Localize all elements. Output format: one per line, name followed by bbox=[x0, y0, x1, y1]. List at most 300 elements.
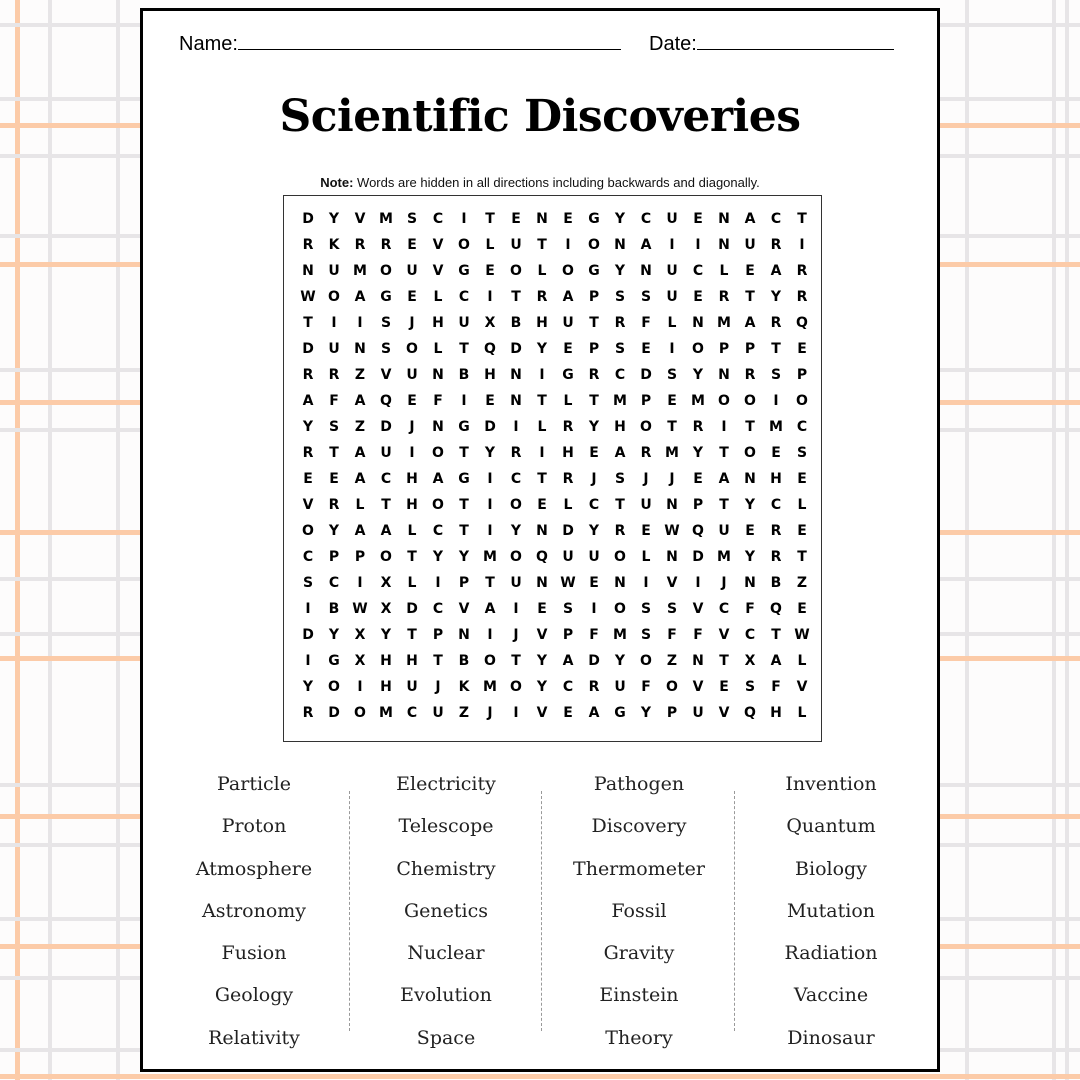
grid-letter[interactable]: A bbox=[614, 445, 626, 461]
grid-letter[interactable]: Y bbox=[588, 419, 600, 435]
grid-letter[interactable]: O bbox=[328, 679, 340, 695]
grid-letter[interactable]: S bbox=[562, 601, 574, 617]
grid-letter[interactable]: U bbox=[328, 341, 340, 357]
grid-letter[interactable]: V bbox=[536, 705, 548, 721]
grid-letter[interactable]: U bbox=[406, 679, 418, 695]
grid-letter[interactable]: A bbox=[562, 653, 574, 669]
grid-letter[interactable]: E bbox=[511, 211, 521, 227]
grid-letter[interactable]: E bbox=[693, 289, 703, 305]
grid-letter[interactable]: D bbox=[562, 523, 574, 539]
grid-letter[interactable]: H bbox=[380, 679, 392, 695]
grid-letter[interactable]: J bbox=[721, 575, 727, 591]
grid-letter[interactable]: B bbox=[328, 601, 340, 617]
grid-letter[interactable]: F bbox=[641, 679, 651, 695]
grid-letter[interactable]: V bbox=[796, 679, 808, 695]
grid-letter[interactable]: L bbox=[433, 341, 443, 357]
grid-letter[interactable]: I bbox=[669, 341, 675, 357]
grid-letter[interactable]: D bbox=[640, 367, 652, 383]
grid-letter[interactable]: M bbox=[613, 393, 627, 409]
grid-letter[interactable]: L bbox=[537, 419, 547, 435]
grid-letter[interactable]: F bbox=[693, 627, 703, 643]
grid-letter[interactable]: D bbox=[510, 341, 522, 357]
grid-letter[interactable]: R bbox=[302, 705, 314, 721]
grid-letter[interactable]: E bbox=[485, 393, 495, 409]
grid-letter[interactable]: O bbox=[640, 653, 652, 669]
grid-letter[interactable]: H bbox=[406, 653, 418, 669]
grid-letter[interactable]: O bbox=[588, 237, 600, 253]
grid-letter[interactable]: L bbox=[433, 289, 443, 305]
grid-letter[interactable]: L bbox=[407, 523, 417, 539]
grid-letter[interactable]: T bbox=[485, 211, 495, 227]
grid-letter[interactable]: E bbox=[797, 523, 807, 539]
grid-letter[interactable]: A bbox=[770, 653, 782, 669]
grid-letter[interactable]: W bbox=[560, 575, 576, 591]
grid-letter[interactable]: E bbox=[745, 523, 755, 539]
grid-letter[interactable]: O bbox=[484, 653, 496, 669]
grid-letter[interactable]: O bbox=[380, 263, 392, 279]
grid-letter[interactable]: H bbox=[770, 705, 782, 721]
grid-letter[interactable]: R bbox=[354, 237, 366, 253]
grid-letter[interactable]: G bbox=[458, 419, 470, 435]
grid-letter[interactable]: X bbox=[354, 653, 366, 669]
grid-letter[interactable]: I bbox=[461, 211, 467, 227]
grid-letter[interactable]: I bbox=[721, 419, 727, 435]
grid-letter[interactable]: S bbox=[640, 601, 652, 617]
grid-letter[interactable]: N bbox=[432, 419, 444, 435]
grid-letter[interactable]: P bbox=[692, 497, 704, 513]
grid-letter[interactable]: N bbox=[718, 237, 730, 253]
grid-letter[interactable]: G bbox=[588, 211, 600, 227]
grid-letter[interactable]: I bbox=[695, 575, 701, 591]
grid-letter[interactable]: I bbox=[487, 289, 493, 305]
grid-letter[interactable]: R bbox=[614, 523, 626, 539]
grid-letter[interactable]: T bbox=[511, 653, 521, 669]
grid-letter[interactable]: S bbox=[614, 471, 626, 487]
grid-letter[interactable]: I bbox=[513, 419, 519, 435]
grid-letter[interactable]: I bbox=[773, 393, 779, 409]
grid-letter[interactable]: R bbox=[562, 419, 574, 435]
grid-letter[interactable]: L bbox=[719, 263, 729, 279]
grid-letter[interactable]: N bbox=[458, 627, 470, 643]
grid-letter[interactable]: D bbox=[406, 601, 418, 617]
grid-letter[interactable]: I bbox=[461, 393, 467, 409]
grid-letter[interactable]: I bbox=[669, 237, 675, 253]
grid-letter[interactable]: F bbox=[745, 601, 755, 617]
grid-letter[interactable]: N bbox=[354, 341, 366, 357]
grid-letter[interactable]: P bbox=[640, 393, 652, 409]
grid-letter[interactable]: F bbox=[667, 627, 677, 643]
grid-letter[interactable]: Y bbox=[744, 497, 756, 513]
grid-letter[interactable]: V bbox=[536, 627, 548, 643]
grid-letter[interactable]: U bbox=[328, 263, 340, 279]
grid-letter[interactable]: M bbox=[379, 705, 393, 721]
grid-letter[interactable]: L bbox=[797, 705, 807, 721]
grid-letter[interactable]: U bbox=[510, 237, 522, 253]
grid-letter[interactable]: Y bbox=[458, 549, 470, 565]
grid-letter[interactable]: C bbox=[718, 601, 730, 617]
grid-letter[interactable]: R bbox=[640, 445, 652, 461]
grid-letter[interactable]: P bbox=[432, 627, 444, 643]
grid-letter[interactable]: D bbox=[302, 627, 314, 643]
grid-letter[interactable]: Q bbox=[770, 601, 782, 617]
grid-letter[interactable]: I bbox=[695, 237, 701, 253]
grid-letter[interactable]: E bbox=[563, 211, 573, 227]
grid-letter[interactable]: H bbox=[432, 315, 444, 331]
grid-letter[interactable]: C bbox=[614, 367, 626, 383]
grid-letter[interactable]: C bbox=[588, 497, 600, 513]
grid-letter[interactable]: S bbox=[406, 211, 418, 227]
grid-letter[interactable]: O bbox=[380, 549, 392, 565]
grid-letter[interactable]: C bbox=[302, 549, 314, 565]
grid-letter[interactable]: U bbox=[640, 497, 652, 513]
grid-letter[interactable]: Z bbox=[354, 419, 366, 435]
grid-letter[interactable]: R bbox=[588, 367, 600, 383]
grid-letter[interactable]: O bbox=[562, 263, 574, 279]
grid-letter[interactable]: Z bbox=[796, 575, 808, 591]
grid-letter[interactable]: C bbox=[796, 419, 808, 435]
grid-letter[interactable]: A bbox=[484, 601, 496, 617]
grid-letter[interactable]: T bbox=[771, 627, 781, 643]
grid-letter[interactable]: I bbox=[357, 679, 363, 695]
grid-letter[interactable]: X bbox=[380, 575, 392, 591]
grid-letter[interactable]: O bbox=[302, 523, 314, 539]
grid-letter[interactable]: U bbox=[588, 549, 600, 565]
grid-letter[interactable]: C bbox=[432, 523, 444, 539]
grid-letter[interactable]: E bbox=[745, 263, 755, 279]
grid-letter[interactable]: T bbox=[797, 211, 807, 227]
grid-letter[interactable]: Y bbox=[536, 341, 548, 357]
grid-letter[interactable]: J bbox=[409, 419, 415, 435]
grid-letter[interactable]: B bbox=[458, 367, 470, 383]
grid-letter[interactable]: J bbox=[591, 471, 597, 487]
grid-letter[interactable]: Q bbox=[692, 523, 704, 539]
grid-letter[interactable]: D bbox=[302, 341, 314, 357]
name-blank-line[interactable] bbox=[238, 31, 621, 50]
grid-letter[interactable]: T bbox=[589, 315, 599, 331]
grid-letter[interactable]: O bbox=[692, 341, 704, 357]
grid-letter[interactable]: T bbox=[719, 497, 729, 513]
grid-letter[interactable]: E bbox=[771, 445, 781, 461]
grid-letter[interactable]: C bbox=[692, 263, 704, 279]
grid-letter[interactable]: X bbox=[354, 627, 366, 643]
grid-letter[interactable]: Y bbox=[770, 289, 782, 305]
grid-letter[interactable]: W bbox=[794, 627, 810, 643]
grid-letter[interactable]: N bbox=[640, 263, 652, 279]
grid-letter[interactable]: V bbox=[718, 627, 730, 643]
grid-letter[interactable]: M bbox=[483, 679, 497, 695]
grid-letter[interactable]: V bbox=[432, 237, 444, 253]
grid-letter[interactable]: O bbox=[718, 393, 730, 409]
grid-letter[interactable]: U bbox=[562, 315, 574, 331]
grid-letter[interactable]: T bbox=[433, 653, 443, 669]
grid-letter[interactable]: N bbox=[614, 237, 626, 253]
grid-letter[interactable]: Y bbox=[302, 419, 314, 435]
grid-letter[interactable]: I bbox=[331, 315, 337, 331]
grid-letter[interactable]: J bbox=[643, 471, 649, 487]
grid-letter[interactable]: B bbox=[458, 653, 470, 669]
grid-letter[interactable]: V bbox=[458, 601, 470, 617]
grid-letter[interactable]: P bbox=[796, 367, 808, 383]
grid-letter[interactable]: G bbox=[458, 471, 470, 487]
grid-letter[interactable]: C bbox=[458, 289, 470, 305]
grid-letter[interactable]: B bbox=[510, 315, 522, 331]
grid-letter[interactable]: R bbox=[536, 289, 548, 305]
grid-letter[interactable]: Z bbox=[666, 653, 678, 669]
grid-letter[interactable]: O bbox=[510, 679, 522, 695]
grid-letter[interactable]: N bbox=[432, 367, 444, 383]
grid-letter[interactable]: G bbox=[380, 289, 392, 305]
grid-letter[interactable]: P bbox=[562, 627, 574, 643]
grid-letter[interactable]: N bbox=[666, 549, 678, 565]
grid-letter[interactable]: N bbox=[744, 575, 756, 591]
grid-letter[interactable]: O bbox=[328, 289, 340, 305]
grid-letter[interactable]: T bbox=[719, 653, 729, 669]
grid-letter[interactable]: T bbox=[459, 497, 469, 513]
grid-letter[interactable]: R bbox=[302, 367, 314, 383]
grid-letter[interactable]: H bbox=[406, 471, 418, 487]
grid-letter[interactable]: T bbox=[459, 341, 469, 357]
grid-letter[interactable]: E bbox=[693, 211, 703, 227]
grid-letter[interactable]: R bbox=[302, 237, 314, 253]
grid-letter[interactable]: Y bbox=[302, 679, 314, 695]
grid-letter[interactable]: T bbox=[589, 393, 599, 409]
grid-letter[interactable]: B bbox=[770, 575, 782, 591]
grid-letter[interactable]: A bbox=[302, 393, 314, 409]
grid-letter[interactable]: T bbox=[407, 549, 417, 565]
grid-letter[interactable]: M bbox=[717, 315, 731, 331]
grid-letter[interactable]: U bbox=[614, 679, 626, 695]
grid-letter[interactable]: N bbox=[666, 497, 678, 513]
grid-letter[interactable]: A bbox=[354, 289, 366, 305]
grid-letter[interactable]: P bbox=[666, 705, 678, 721]
grid-letter[interactable]: E bbox=[797, 601, 807, 617]
grid-letter[interactable]: U bbox=[458, 315, 470, 331]
grid-letter[interactable]: A bbox=[354, 393, 366, 409]
grid-letter[interactable]: I bbox=[539, 367, 545, 383]
grid-letter[interactable]: V bbox=[666, 575, 678, 591]
grid-letter[interactable]: E bbox=[667, 393, 677, 409]
grid-letter[interactable]: I bbox=[591, 601, 597, 617]
grid-letter[interactable]: T bbox=[329, 445, 339, 461]
grid-letter[interactable]: U bbox=[666, 211, 678, 227]
grid-letter[interactable]: S bbox=[614, 289, 626, 305]
grid-letter[interactable]: J bbox=[487, 705, 493, 721]
grid-letter[interactable]: Y bbox=[744, 549, 756, 565]
grid-letter[interactable]: K bbox=[458, 679, 470, 695]
grid-letter[interactable]: E bbox=[693, 471, 703, 487]
grid-letter[interactable]: N bbox=[744, 471, 756, 487]
grid-letter[interactable]: A bbox=[640, 237, 652, 253]
grid-letter[interactable]: E bbox=[563, 341, 573, 357]
grid-letter[interactable]: H bbox=[614, 419, 626, 435]
grid-letter[interactable]: C bbox=[432, 601, 444, 617]
grid-letter[interactable]: Y bbox=[614, 211, 626, 227]
grid-letter[interactable]: I bbox=[487, 627, 493, 643]
grid-letter[interactable]: S bbox=[380, 315, 392, 331]
grid-letter[interactable]: R bbox=[302, 445, 314, 461]
grid-letter[interactable]: N bbox=[510, 393, 522, 409]
grid-letter[interactable]: L bbox=[563, 393, 573, 409]
grid-letter[interactable]: H bbox=[380, 653, 392, 669]
date-field[interactable] bbox=[649, 31, 894, 56]
grid-letter[interactable]: T bbox=[537, 237, 547, 253]
grid-letter[interactable]: Y bbox=[380, 627, 392, 643]
grid-letter[interactable]: J bbox=[669, 471, 675, 487]
grid-letter[interactable]: I bbox=[305, 601, 311, 617]
grid-letter[interactable]: I bbox=[409, 445, 415, 461]
grid-letter[interactable]: U bbox=[406, 263, 418, 279]
grid-letter[interactable]: I bbox=[513, 601, 519, 617]
grid-letter[interactable]: L bbox=[641, 549, 651, 565]
grid-letter[interactable]: Y bbox=[692, 445, 704, 461]
grid-letter[interactable]: H bbox=[536, 315, 548, 331]
grid-letter[interactable]: Y bbox=[640, 705, 652, 721]
grid-letter[interactable]: R bbox=[770, 523, 782, 539]
grid-letter[interactable]: N bbox=[718, 211, 730, 227]
grid-letter[interactable]: U bbox=[510, 575, 522, 591]
grid-letter[interactable]: S bbox=[380, 341, 392, 357]
grid-letter[interactable]: S bbox=[640, 627, 652, 643]
grid-letter[interactable]: E bbox=[719, 679, 729, 695]
grid-letter[interactable]: L bbox=[355, 497, 365, 513]
grid-letter[interactable]: S bbox=[666, 367, 678, 383]
grid-letter[interactable]: S bbox=[302, 575, 314, 591]
grid-letter[interactable]: S bbox=[744, 679, 756, 695]
grid-letter[interactable]: C bbox=[380, 471, 392, 487]
grid-letter[interactable]: L bbox=[485, 237, 495, 253]
grid-letter[interactable]: C bbox=[770, 211, 782, 227]
grid-letter[interactable]: D bbox=[328, 705, 340, 721]
grid-letter[interactable]: A bbox=[744, 315, 756, 331]
grid-letter[interactable]: U bbox=[380, 445, 392, 461]
grid-letter[interactable]: S bbox=[796, 445, 808, 461]
grid-letter[interactable]: H bbox=[770, 471, 782, 487]
grid-letter[interactable]: I bbox=[487, 497, 493, 513]
grid-letter[interactable]: M bbox=[483, 549, 497, 565]
grid-letter[interactable]: L bbox=[407, 575, 417, 591]
grid-letter[interactable]: M bbox=[717, 549, 731, 565]
grid-letter[interactable]: H bbox=[562, 445, 574, 461]
grid-letter[interactable]: G bbox=[458, 263, 470, 279]
grid-letter[interactable]: I bbox=[565, 237, 571, 253]
grid-letter[interactable]: E bbox=[563, 705, 573, 721]
grid-letter[interactable]: X bbox=[380, 601, 392, 617]
grid-letter[interactable]: F bbox=[589, 627, 599, 643]
grid-letter[interactable]: P bbox=[458, 575, 470, 591]
grid-letter[interactable]: Y bbox=[614, 263, 626, 279]
grid-letter[interactable]: T bbox=[407, 627, 417, 643]
grid-letter[interactable]: A bbox=[354, 471, 366, 487]
grid-letter[interactable]: E bbox=[589, 445, 599, 461]
grid-letter[interactable]: E bbox=[537, 601, 547, 617]
grid-letter[interactable]: G bbox=[562, 367, 574, 383]
grid-letter[interactable]: I bbox=[513, 705, 519, 721]
grid-letter[interactable]: T bbox=[459, 523, 469, 539]
grid-letter[interactable]: Y bbox=[536, 653, 548, 669]
grid-letter[interactable]: O bbox=[458, 237, 470, 253]
grid-letter[interactable]: E bbox=[641, 341, 651, 357]
grid-letter[interactable]: O bbox=[744, 393, 756, 409]
grid-letter[interactable]: I bbox=[357, 315, 363, 331]
grid-letter[interactable]: V bbox=[302, 497, 314, 513]
grid-letter[interactable]: T bbox=[303, 315, 313, 331]
grid-letter[interactable]: X bbox=[744, 653, 756, 669]
grid-letter[interactable]: Y bbox=[432, 549, 444, 565]
grid-letter[interactable]: T bbox=[667, 419, 677, 435]
grid-letter[interactable]: N bbox=[536, 523, 548, 539]
grid-letter[interactable]: P bbox=[718, 341, 730, 357]
grid-letter[interactable]: O bbox=[406, 341, 418, 357]
grid-letter[interactable]: A bbox=[354, 445, 366, 461]
grid-letter[interactable]: E bbox=[485, 263, 495, 279]
grid-letter[interactable]: Y bbox=[510, 523, 522, 539]
grid-letter[interactable]: C bbox=[406, 705, 418, 721]
grid-letter[interactable]: V bbox=[380, 367, 392, 383]
grid-letter[interactable]: L bbox=[563, 497, 573, 513]
grid-letter[interactable]: K bbox=[328, 237, 340, 253]
grid-letter[interactable]: N bbox=[614, 575, 626, 591]
grid-letter[interactable]: T bbox=[537, 393, 547, 409]
grid-letter[interactable]: D bbox=[484, 419, 496, 435]
grid-letter[interactable]: E bbox=[641, 523, 651, 539]
grid-letter[interactable]: F bbox=[329, 393, 339, 409]
grid-letter[interactable]: Z bbox=[354, 367, 366, 383]
grid-letter[interactable]: S bbox=[640, 289, 652, 305]
grid-letter[interactable]: O bbox=[354, 705, 366, 721]
grid-letter[interactable]: L bbox=[797, 653, 807, 669]
grid-letter[interactable]: O bbox=[510, 549, 522, 565]
grid-letter[interactable]: N bbox=[302, 263, 314, 279]
grid-letter[interactable]: T bbox=[771, 341, 781, 357]
grid-letter[interactable]: R bbox=[614, 315, 626, 331]
grid-letter[interactable]: D bbox=[380, 419, 392, 435]
grid-letter[interactable]: H bbox=[484, 367, 496, 383]
grid-letter[interactable]: U bbox=[718, 523, 730, 539]
grid-letter[interactable]: C bbox=[640, 211, 652, 227]
grid-letter[interactable]: R bbox=[770, 237, 782, 253]
grid-letter[interactable]: M bbox=[769, 419, 783, 435]
grid-letter[interactable]: T bbox=[745, 419, 755, 435]
grid-letter[interactable]: G bbox=[588, 263, 600, 279]
grid-letter[interactable]: I bbox=[357, 575, 363, 591]
grid-letter[interactable]: T bbox=[797, 549, 807, 565]
grid-letter[interactable]: I bbox=[487, 471, 493, 487]
grid-letter[interactable]: R bbox=[770, 549, 782, 565]
grid-letter[interactable]: Q bbox=[744, 705, 756, 721]
grid-letter[interactable]: P bbox=[588, 341, 600, 357]
grid-letter[interactable]: R bbox=[588, 679, 600, 695]
grid-letter[interactable]: N bbox=[718, 367, 730, 383]
grid-letter[interactable]: M bbox=[613, 627, 627, 643]
grid-letter[interactable]: U bbox=[562, 549, 574, 565]
grid-letter[interactable]: N bbox=[692, 315, 704, 331]
grid-letter[interactable]: T bbox=[381, 497, 391, 513]
grid-letter[interactable]: C bbox=[770, 497, 782, 513]
grid-letter[interactable]: R bbox=[562, 471, 574, 487]
grid-letter[interactable]: F bbox=[641, 315, 651, 331]
grid-letter[interactable]: I bbox=[539, 445, 545, 461]
grid-letter[interactable]: O bbox=[666, 679, 678, 695]
grid-letter[interactable]: I bbox=[305, 653, 311, 669]
grid-letter[interactable]: W bbox=[300, 289, 316, 305]
grid-letter[interactable]: C bbox=[562, 679, 574, 695]
grid-letter[interactable]: D bbox=[302, 211, 314, 227]
grid-letter[interactable]: J bbox=[409, 315, 415, 331]
grid-letter[interactable]: J bbox=[513, 627, 519, 643]
grid-letter[interactable]: R bbox=[510, 445, 522, 461]
grid-letter[interactable]: R bbox=[770, 315, 782, 331]
grid-letter[interactable]: T bbox=[719, 445, 729, 461]
